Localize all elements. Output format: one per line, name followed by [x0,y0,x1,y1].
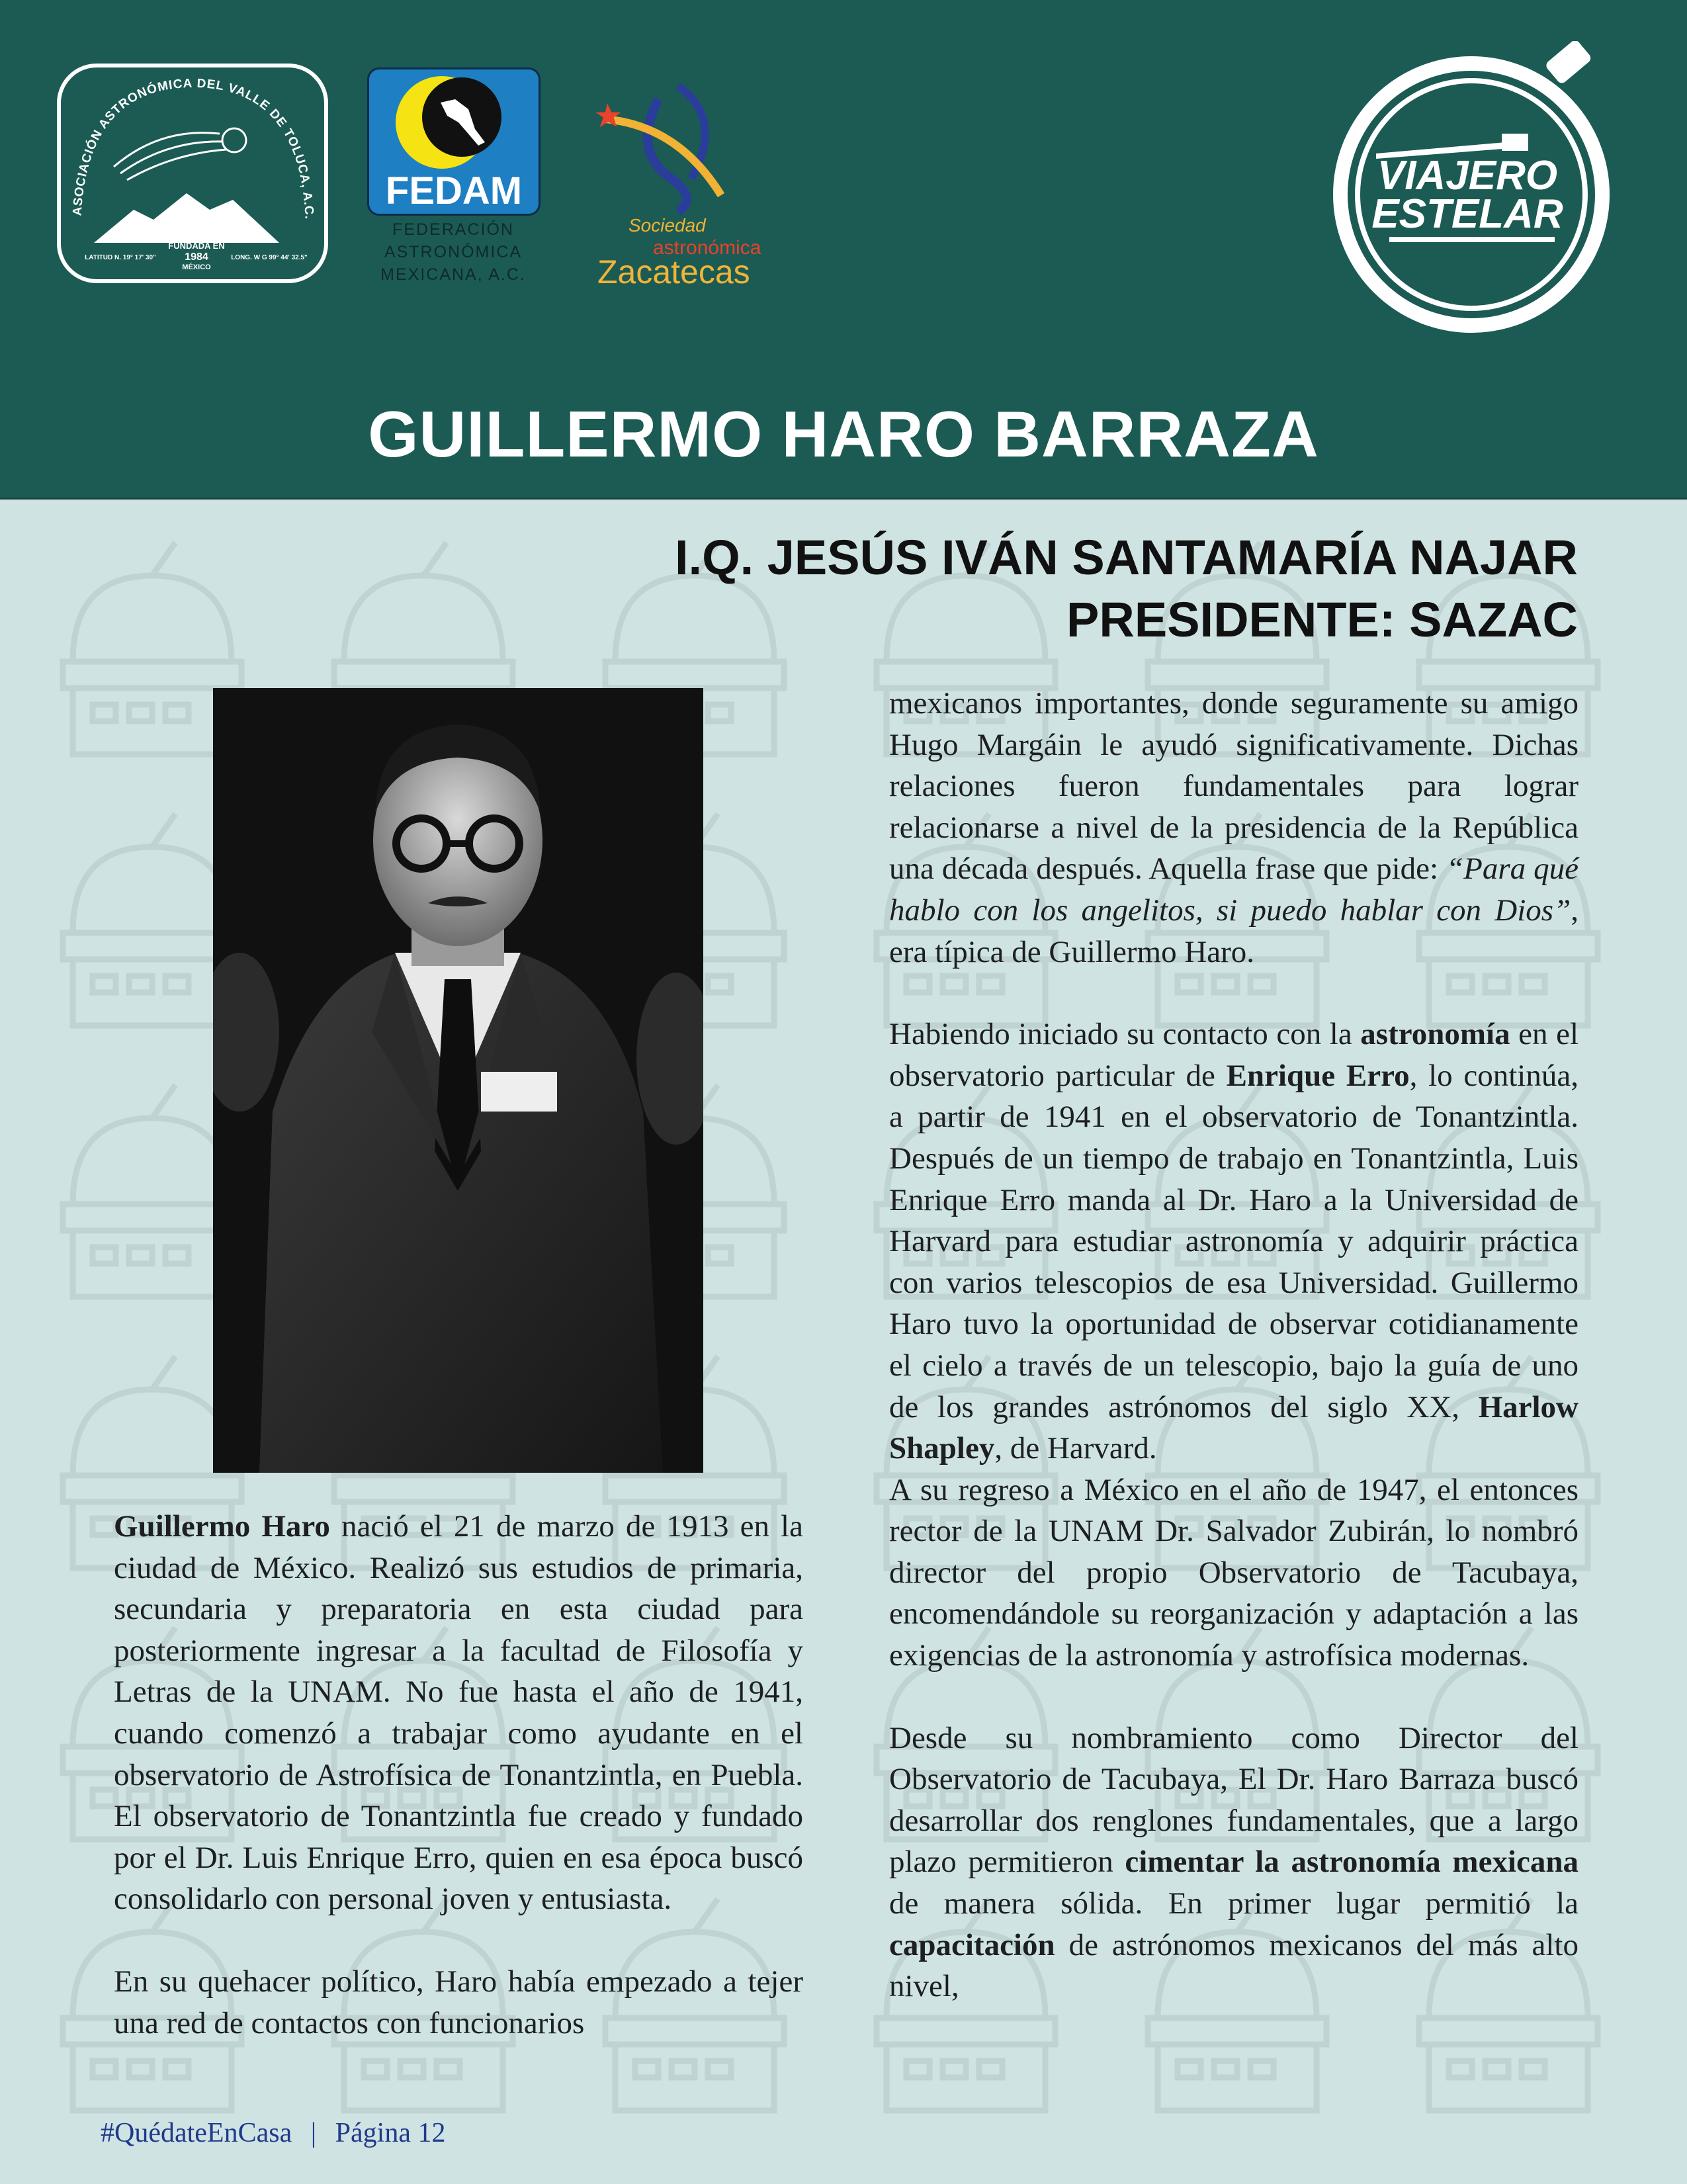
right-p4-bold-cimentar: cimentar la astronomía mexicana [1125,1845,1579,1880]
article-right-column [889,683,1579,2007]
avt-arc-text: ASOCIACIÓN ASTRONÓMICA DEL VALLE DE TOLUCA, A.C. [70,76,316,220]
right-p2-text-a: Habiendo iniciado su contacto con la [889,1017,1361,1052]
right-paragraph-3: A su regreso a México en el año de 1947, el entonces rector de la UNAM Dr. Salvador Zubirán, lo nombró director del propio Observatorio de Tacubaya, encomendándole su reorganización y adaptación a las exigencias de la astronomía y astrofísica modernas. [889,1472,1579,1673]
right-p2-text-c: en el observatorio particular de [889,1017,1579,1093]
right-p1-quote: “Para qué hablo con los angelitos, si puedo hablar con Dios” [889,852,1579,928]
article-left-column [114,1506,803,2044]
zacatecas-line3: Zacatecas [597,253,750,290]
fedam-caption-line3: MEXICANA, A.C. [380,265,526,284]
right-paragraph-1 [889,683,1579,973]
author-name: I.Q. JESÚS IVÁN SANTAMARÍA NAJAR [674,530,1578,585]
right-p2-bold-shapley: Harlow Shapley [889,1389,1579,1466]
fedam-name: FEDAM [385,169,523,212]
author-role: PRESIDENTE: SAZAC [1066,592,1578,647]
fedam-moon-icon [369,69,539,175]
right-p4-text-d: de astrónomos mexicanos del más alto nivel, [889,1927,1579,2004]
page-title: GUILLERMO HARO BARRAZA [368,398,1319,470]
fedam-logo [367,67,542,286]
avt-longitude: LONG. W G 99° 44' 32.5" [231,254,308,261]
fedam-caption-line1: FEDERACIÓN [392,220,514,239]
portrait-image [213,688,703,1473]
right-paragraph-4 [889,1718,1579,2007]
viajero-text [1368,153,1567,237]
right-p2-text-e: , de Harvard. [994,1431,1157,1466]
right-p2-bold-erro: Enrique Erro [1226,1058,1410,1093]
avt-founded-year: 1984 [185,251,208,263]
zacatecas-line1: Sociedad [628,215,706,236]
avt-latitude: LATITUD N. 19° 17' 30" [85,254,156,261]
page-footer [101,2117,445,2149]
zacatecas-line2: astronómica [653,237,761,259]
right-p4-bold-capacitacion: capacitación [889,1927,1055,1962]
portrait-photo [213,688,703,1473]
header-band [0,0,1687,500]
right-p4-text-c: de manera sólida. En primer lugar permitió la [889,1886,1579,1921]
right-p2-bold-astronomia: astronomía [1360,1017,1510,1052]
right-p2-text-d: , lo continúa, a partir de 1941 en el observatorio de Tonantzintla. Después de un tiempo de trabajo en Tonantzintla, Luis Enrique Erro manda al Dr. Haro a la Universidad de Harvard para estudiar astronomía y adquirir práctica con varios telescopios de esa Universidad. Guillermo Haro tuvo la oportunidad de observar cotidianamente el cielo a través de un telescopio, bajo la guía de uno de los grandes astrónomos del siglo XX, [889,1058,1579,1424]
zacatecas-logo [592,79,764,290]
right-p1-end: , era típica de Guillermo Haro. [889,893,1579,969]
right-p1-text: mexicanos importantes, donde seguramente su amigo Hugo Margáin le ayudó significativamente. Dichas relaciones fueron fundamentales para lograr relacionarse a nivel de la presidencia de la República una década después. Aquella frase que pide: [889,686,1579,887]
avt-logo [57,64,328,283]
footer-separator: | [310,2118,317,2148]
avt-country: MÉXICO [182,263,211,271]
footer-hashtag: #QuédateEnCasa [101,2118,292,2148]
fedam-caption [354,218,552,286]
viajero-line2: ESTELAR [1371,191,1563,237]
footer-page-number: Página 12 [335,2118,446,2148]
right-paragraph-2 [889,1014,1579,1469]
fedam-caption-line2: ASTRONÓMICA [384,243,523,261]
left-paragraph-2: En su quehacer político, Haro había empezado a tejer una red de contactos con funcionarios [114,1964,803,2040]
left-paragraph-1-text: nació el 21 de marzo de 1913 en la ciudad de México. Realizó sus estudios de primaria, secundaria y preparatoria en esta ciudad para posteriormente ingresar a la facultad de Filosofía y Letras de la UNAM. No fue hasta el año de 1941, cuando comenzó a trabajar como ayudante en el observatorio de Astrofísica de Tonantzintla, en Puebla. El observatorio de Tonantzintla fue creado y fundado por el Dr. Luis Enrique Erro, quien en esa época buscó consolidarlo con personal joven y entusiasta. [114,1509,803,1917]
right-p4-text-a: Desde su nombramiento como Director del Observatorio de Tacubaya, El Dr. Haro Barraza buscó desarrollar dos renglones fundamentales, que a largo plazo permitieron [889,1720,1579,1880]
avt-founded-label: FUNDADA EN [168,241,225,251]
left-paragraph-1 [114,1506,803,1920]
zacatecas-emblem-icon [592,79,764,218]
viajero-estelar-logo [1330,41,1621,339]
subject-name: Guillermo Haro [114,1509,330,1544]
fedam-badge [367,67,541,216]
viajero-line1: VIAJERO [1377,153,1558,198]
author-block [675,527,1578,651]
